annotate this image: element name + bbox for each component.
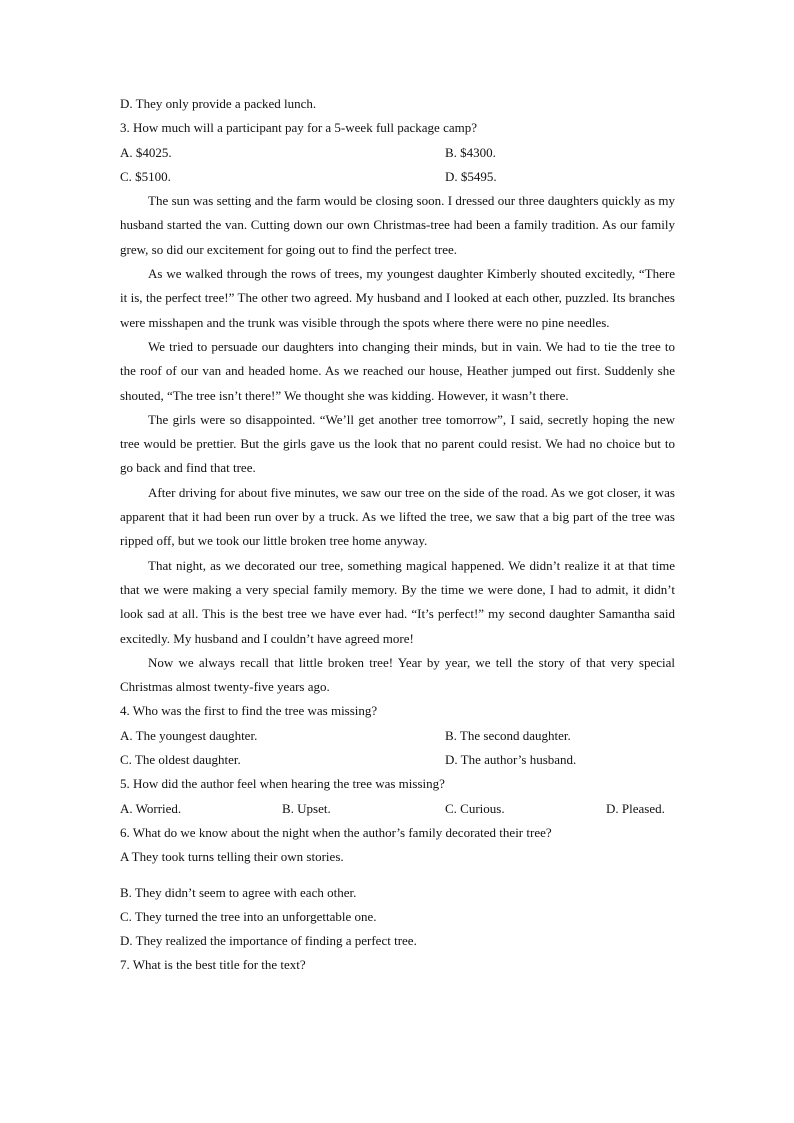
q6-option-b: B. They didn’t seem to agree with each other. <box>120 884 357 900</box>
q7-question: 7. What is the best title for the text? <box>120 957 306 973</box>
page-content <box>120 92 675 978</box>
q5-option-a: A. Worried. <box>120 800 182 816</box>
q5-option-b: B. Upset. <box>282 800 331 816</box>
q3-question: 3. How much will a participant pay for a 5-week full package camp? <box>120 120 477 136</box>
passage-paragraph-5: After driving for about five minutes, we saw our tree on the side of the road. As we got closer, it was apparent that it had been run over by a truck. As we lifted the tree, we saw that a big part of the tree was ripped off, but we took our little broken tree home anyway. <box>120 484 675 549</box>
q4-option-c: C. The oldest daughter. <box>120 752 241 768</box>
passage-paragraph-7: Now we always recall that little broken tree! Year by year, we tell the story of that very special Christmas almost twenty-five years ago. <box>120 654 675 695</box>
q6-option-c: C. They turned the tree into an unforgettable one. <box>120 908 377 924</box>
q3-options-row-2 <box>120 165 675 189</box>
q6-option-a: A They took turns telling their own stories. <box>120 849 344 865</box>
passage-paragraph-6: That night, as we decorated our tree, something magical happened. We didn’t realize it at that time that we were making a very special family memory. By the time we were done, I had to admit, it didn’t look sad at all. This is the best tree we have ever had. “It’s perfect!” my second daughter Samantha said excitedly. My husband and I couldn’t have agreed more! <box>120 557 675 646</box>
q5-question: 5. How did the author feel when hearing the tree was missing? <box>120 776 445 792</box>
q3-option-a: A. $4025. <box>120 144 172 160</box>
q3-option-d: D. $5495. <box>445 168 497 184</box>
passage-paragraph-1: The sun was setting and the farm would be closing soon. I dressed our three daughters quickly as my husband started the van. Cutting down our own Christmas-tree had been a family tradition. As our family grew, so did our excitement for going out to find the perfect tree. <box>120 193 675 257</box>
q2-option-d: D. They only provide a packed lunch. <box>120 96 317 111</box>
passage-paragraph-4: The girls were so disappointed. “We’ll get another tree tomorrow”, I said, secretly hoping the new tree would be prettier. But the girls gave us the look that no parent could resist. We had no choice but to go back and find that tree. <box>120 411 675 476</box>
passage-paragraph-2: As we walked through the rows of trees, my youngest daughter Kimberly shouted excitedly, “There it is, the perfect tree!” The other two agreed. My husband and I looked at each other, puzzled. Its branches were misshapen and the trunk was visible through the spots where there were no pine needles. <box>120 266 675 330</box>
q4-option-d: D. The author’s husband. <box>445 752 577 768</box>
q3-options-row-1 <box>120 141 675 165</box>
q4-option-b: B. The second daughter. <box>445 727 571 743</box>
q4-question: 4. Who was the first to find the tree was missing? <box>120 703 378 719</box>
q6-question: 6. What do we know about the night when the author’s family decorated their tree? <box>120 824 552 840</box>
q5-option-d: D. Pleased. <box>606 800 665 816</box>
q4-options-row-1 <box>120 724 675 748</box>
q6-spacer <box>120 870 675 881</box>
q3-option-c: C. $5100. <box>120 168 171 184</box>
passage-paragraph-3: We tried to persuade our daughters into changing their minds, but in vain. We had to tie the tree to the roof of our van and headed home. As we reached our house, Heather jumped out first. Suddenly she shouted, “The tree isn’t there!” We thought she was kidding. However, it wasn’t there. <box>120 338 675 403</box>
q5-options-row <box>120 797 675 821</box>
q5-option-c: C. Curious. <box>445 800 505 816</box>
q4-options-row-2 <box>120 748 675 772</box>
q6-option-d: D. They realized the importance of finding a perfect tree. <box>120 933 417 949</box>
q3-option-b: B. $4300. <box>445 144 496 160</box>
q4-option-a: A. The youngest daughter. <box>120 727 258 743</box>
